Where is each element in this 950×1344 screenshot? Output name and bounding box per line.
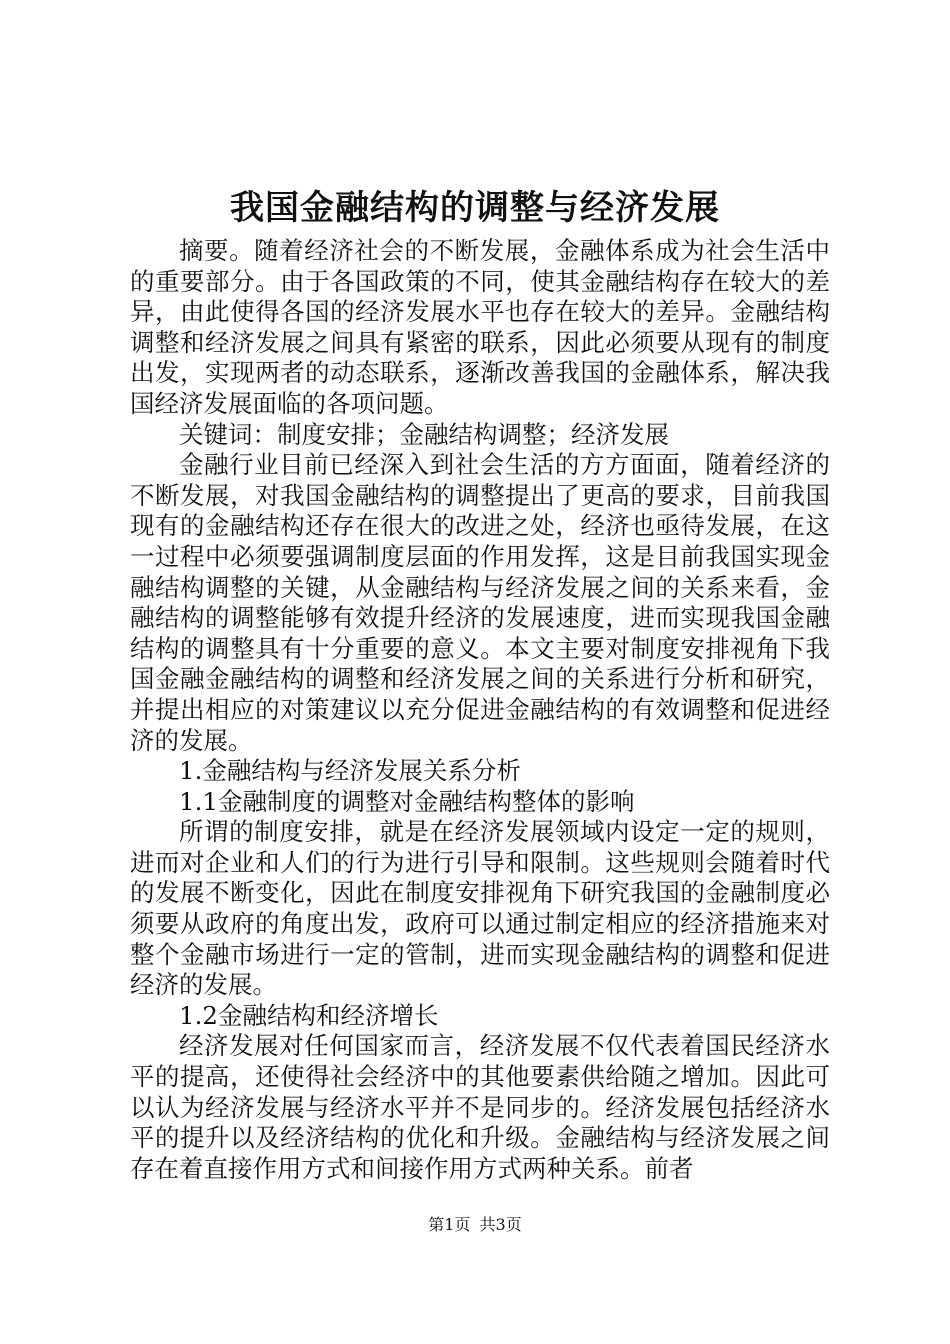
subsection-heading-1-1: 1.1金融制度的调整对金融结构整体的影响 <box>179 786 635 816</box>
page-number: 第1页 <box>428 1215 471 1234</box>
keywords-paragraph: 关键词：制度安排；金融结构调整；经济发展 <box>179 419 669 449</box>
body-paragraph: 经济发展对任何国家而言，经济发展不仅代表着国民经济水平的提高，还使得社会经济中的其他要素供给随之增加。因此可以认为经济发展与经济水平并不是同步的。经济发展包括经济水平的提升以及经济结构的优化和升级。金融结构与经济发展之间存在着直接作用方式和间接作用方式两种关系。前者 <box>130 1031 830 1183</box>
section-heading-1: 1.金融结构与经济发展关系分析 <box>179 756 521 786</box>
body-paragraph: 所谓的制度安排，就是在经济发展领域内设定一定的规则，进而对企业和人们的行为进行引导和限制。这些规则会随着时代的发展不断变化，因此在制度安排视角下研究我国的金融制度必须要从政府的角度出发，政府可以通过制定相应的经济措施来对整个金融市场进行一定的管制，进而实现金融结构的调整和促进经济的发展。 <box>130 817 830 1000</box>
abstract-paragraph: 摘要。随着经济社会的不断发展，金融体系成为社会生活中的重要部分。由于各国政策的不同，使其金融结构存在较大的差异，由此使得各国的经济发展水平也存在较大的差异。金融结构调整和经济发展之间具有紧密的联系，因此必须要从现有的制度出发，实现两者的动态联系，逐渐改善我国的金融体系，解决我国经济发展面临的各项问题。 <box>130 236 830 418</box>
document-body <box>130 236 830 1184</box>
page-total: 共3页 <box>479 1215 522 1234</box>
page-footer <box>0 1214 950 1236</box>
document-title: 我国金融结构的调整与经济发展 <box>230 188 720 228</box>
subsection-heading-1-2: 1.2金融结构和经济增长 <box>179 1000 439 1030</box>
intro-paragraph: 金融行业目前已经深入到社会生活的方方面面，随着经济的不断发展，对我国金融结构的调整提出了更高的要求，目前我国现有的金融结构还存在很大的改进之处，经济也亟待发展，在这一过程中必须要强调制度层面的作用发挥，这是目前我国实现金融结构调整的关键，从金融结构与经济发展之间的关系来看，金融结构的调整能够有效提升经济的发展速度，进而实现我国金融结构的调整具有十分重要的意义。本文主要对制度安排视角下我国金融金融结构的调整和经济发展之间的关系进行分析和研究，并提出相应的对策建议以充分促进金融结构的有效调整和促进经济的发展。 <box>130 450 830 755</box>
